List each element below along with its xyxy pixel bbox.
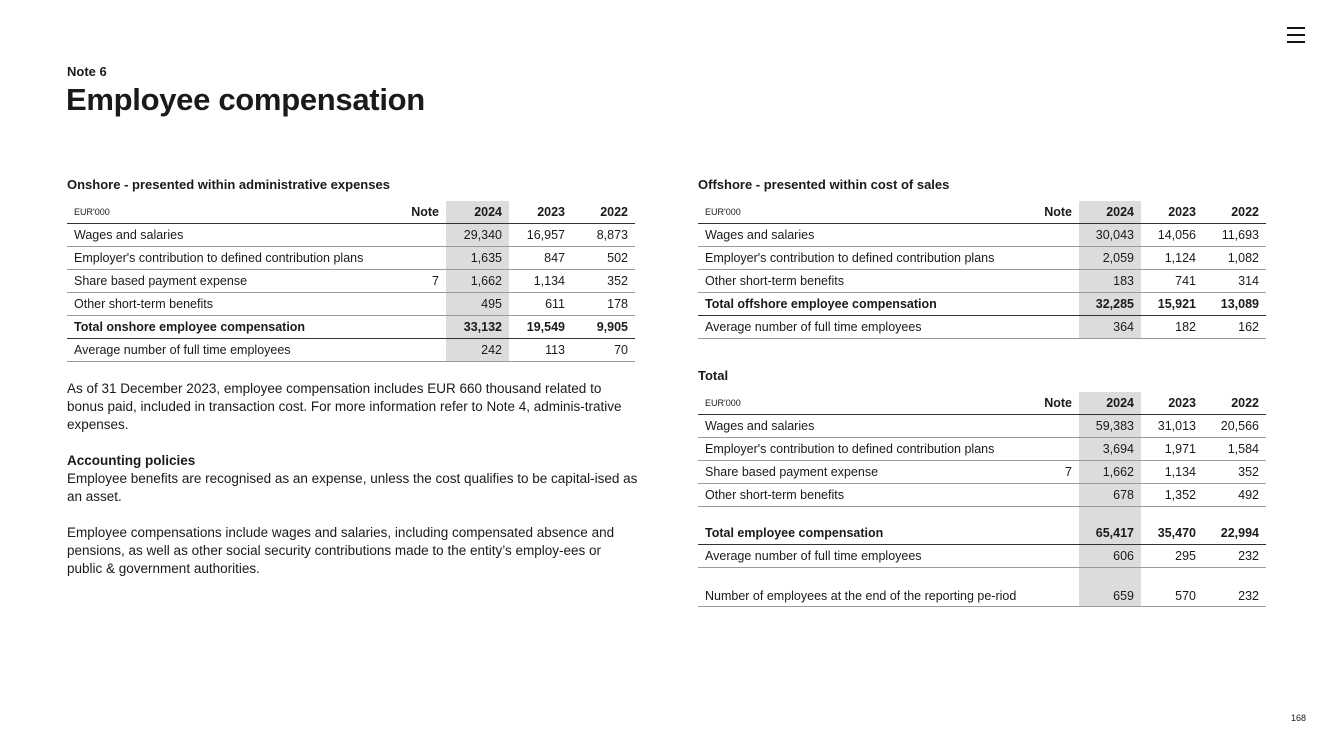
note-header: Note: [404, 201, 446, 224]
row-note: [404, 293, 446, 316]
row-label: Average number of full time employees: [67, 339, 404, 362]
row-label: Total employee compensation: [698, 522, 1037, 545]
table-row: [698, 545, 1266, 568]
menu-icon-bar: [1287, 34, 1305, 36]
row-note: [404, 224, 446, 247]
row-label: Other short-term benefits: [698, 270, 1037, 293]
year-header-2023: 2023: [1141, 392, 1203, 415]
table-row: [698, 247, 1266, 270]
value-2024: 3,694: [1079, 438, 1141, 461]
table-header-row: [698, 392, 1266, 415]
spacer-cell: [1203, 507, 1266, 523]
value-2022: 9,905: [572, 316, 635, 339]
table-row: [698, 224, 1266, 247]
total-row: [67, 316, 635, 339]
notes-text: [67, 380, 639, 596]
row-label: Wages and salaries: [67, 224, 404, 247]
value-2022: 178: [572, 293, 635, 316]
row-note: [404, 339, 446, 362]
row-note: 7: [404, 270, 446, 293]
paragraph-bonus: As of 31 December 2023, employee compensation includes EUR 660 thousand related to bonus paid, included in transaction cost. For more information refer to Note 4, adminis-trative expenses.: [67, 381, 622, 432]
value-2023: 1,124: [1141, 247, 1203, 270]
table-header-row: [67, 201, 635, 224]
row-label: Wages and salaries: [698, 224, 1037, 247]
value-2023: 1,352: [1141, 484, 1203, 507]
unit-header: EUR'000: [67, 201, 404, 224]
note-header: Note: [1037, 392, 1079, 415]
row-note: [1037, 247, 1079, 270]
row-note: [1037, 484, 1079, 507]
value-2022: 70: [572, 339, 635, 362]
year-header-2024: 2024: [1079, 201, 1141, 224]
value-2024: 659: [1079, 568, 1141, 607]
unit-header: EUR'000: [698, 392, 1037, 415]
paragraph-compensations: Employee compensations include wages and salaries, including compensated absence and pensions, as well as other social security contributions made to the entity’s employ-ees or public & government authorities.: [67, 525, 615, 576]
note-header: Note: [1037, 201, 1079, 224]
total-table: [698, 392, 1266, 607]
value-2022: 20,566: [1203, 415, 1266, 438]
value-2024: 1,635: [446, 247, 509, 270]
page-title: Employee compensation: [66, 82, 425, 117]
table-row: [698, 316, 1266, 339]
year-header-2024: 2024: [446, 201, 509, 224]
value-2024: 29,340: [446, 224, 509, 247]
value-2023: 19,549: [509, 316, 572, 339]
value-2022: 502: [572, 247, 635, 270]
value-2024: 2,059: [1079, 247, 1141, 270]
table-row: [698, 568, 1266, 607]
value-2024: 242: [446, 339, 509, 362]
menu-icon-bar: [1287, 27, 1305, 29]
value-2022: 314: [1203, 270, 1266, 293]
spacer-cell: [1141, 507, 1203, 523]
value-2022: 232: [1203, 568, 1266, 607]
row-label: Total onshore employee compensation: [67, 316, 404, 339]
offshore-section: [698, 177, 1266, 339]
row-note: 7: [1037, 461, 1079, 484]
value-2022: 232: [1203, 545, 1266, 568]
total-row: [698, 293, 1266, 316]
offshore-heading: Offshore - presented within cost of sales: [698, 177, 950, 192]
value-2022: 1,584: [1203, 438, 1266, 461]
table-header-row: [698, 201, 1266, 224]
value-2023: 1,134: [1141, 461, 1203, 484]
row-note: [1037, 293, 1079, 316]
value-2024: 495: [446, 293, 509, 316]
row-note: [404, 247, 446, 270]
table-row: [698, 270, 1266, 293]
value-2022: 492: [1203, 484, 1266, 507]
value-2022: 352: [572, 270, 635, 293]
table-row: [67, 339, 635, 362]
row-label: Average number of full time employees: [698, 545, 1037, 568]
value-2023: 295: [1141, 545, 1203, 568]
row-note: [1037, 415, 1079, 438]
accounting-policies-heading: Accounting policies: [67, 453, 196, 468]
year-header-2023: 2023: [1141, 201, 1203, 224]
year-header-2022: 2022: [1203, 392, 1266, 415]
spacer-cell: [1079, 507, 1141, 523]
row-label: Employer's contribution to defined contribution plans: [698, 438, 1037, 461]
row-label: Total offshore employee compensation: [698, 293, 1037, 316]
offshore-table: [698, 201, 1266, 339]
spacer-row: [698, 507, 1266, 523]
menu-icon[interactable]: [1287, 27, 1305, 43]
value-2023: 741: [1141, 270, 1203, 293]
row-label: Number of employees at the end of the reporting pe-riod: [698, 568, 1037, 607]
row-note: [1037, 224, 1079, 247]
value-2022: 11,693: [1203, 224, 1266, 247]
table-row: [67, 224, 635, 247]
value-2024: 65,417: [1079, 522, 1141, 545]
value-2023: 1,971: [1141, 438, 1203, 461]
value-2022: 22,994: [1203, 522, 1266, 545]
total-section: [698, 368, 1266, 607]
value-2022: 1,082: [1203, 247, 1266, 270]
row-label: Employer's contribution to defined contribution plans: [698, 247, 1037, 270]
row-note: [1037, 270, 1079, 293]
table-row: [698, 415, 1266, 438]
note-label: Note 6: [67, 64, 107, 79]
value-2022: 352: [1203, 461, 1266, 484]
value-2024: 1,662: [446, 270, 509, 293]
value-2023: 14,056: [1141, 224, 1203, 247]
onshore-table: [67, 201, 635, 362]
value-2023: 182: [1141, 316, 1203, 339]
row-label: Other short-term benefits: [698, 484, 1037, 507]
spacer-cell: [1037, 507, 1079, 523]
value-2024: 33,132: [446, 316, 509, 339]
table-row: [67, 293, 635, 316]
table-row: [698, 438, 1266, 461]
table-row: [67, 270, 635, 293]
onshore-heading: Onshore - presented within administrative expenses: [67, 177, 390, 192]
row-note: [1037, 545, 1079, 568]
value-2024: 1,662: [1079, 461, 1141, 484]
value-2023: 31,013: [1141, 415, 1203, 438]
year-header-2023: 2023: [509, 201, 572, 224]
spacer-cell: [698, 507, 1037, 523]
row-note: [1037, 438, 1079, 461]
table-row: [698, 461, 1266, 484]
value-2024: 59,383: [1079, 415, 1141, 438]
value-2022: 162: [1203, 316, 1266, 339]
table-row: [698, 484, 1266, 507]
row-label: Share based payment expense: [698, 461, 1037, 484]
row-note: [1037, 316, 1079, 339]
value-2023: 35,470: [1141, 522, 1203, 545]
value-2023: 611: [509, 293, 572, 316]
value-2024: 32,285: [1079, 293, 1141, 316]
year-header-2024: 2024: [1079, 392, 1141, 415]
page-number: 168: [1291, 713, 1307, 723]
value-2024: 606: [1079, 545, 1141, 568]
table-row: [67, 247, 635, 270]
row-note: [1037, 568, 1079, 607]
total-row: [698, 522, 1266, 545]
total-heading: Total: [698, 368, 729, 383]
row-label: Average number of full time employees: [698, 316, 1037, 339]
row-label: Wages and salaries: [698, 415, 1037, 438]
value-2024: 183: [1079, 270, 1141, 293]
value-2023: 570: [1141, 568, 1203, 607]
value-2023: 113: [509, 339, 572, 362]
row-label: Other short-term benefits: [67, 293, 404, 316]
row-note: [404, 316, 446, 339]
value-2023: 847: [509, 247, 572, 270]
value-2022: 8,873: [572, 224, 635, 247]
onshore-section: [67, 177, 635, 362]
value-2024: 678: [1079, 484, 1141, 507]
year-header-2022: 2022: [1203, 201, 1266, 224]
value-2024: 30,043: [1079, 224, 1141, 247]
menu-icon-bar: [1287, 41, 1305, 43]
unit-header: EUR'000: [698, 201, 1037, 224]
value-2024: 364: [1079, 316, 1141, 339]
row-label: Share based payment expense: [67, 270, 404, 293]
value-2023: 15,921: [1141, 293, 1203, 316]
row-note: [1037, 522, 1079, 545]
year-header-2022: 2022: [572, 201, 635, 224]
value-2022: 13,089: [1203, 293, 1266, 316]
row-label: Employer's contribution to defined contribution plans: [67, 247, 404, 270]
value-2023: 1,134: [509, 270, 572, 293]
paragraph-benefits: Employee benefits are recognised as an expense, unless the cost qualifies to be capital-ised as an asset.: [67, 471, 638, 504]
value-2023: 16,957: [509, 224, 572, 247]
